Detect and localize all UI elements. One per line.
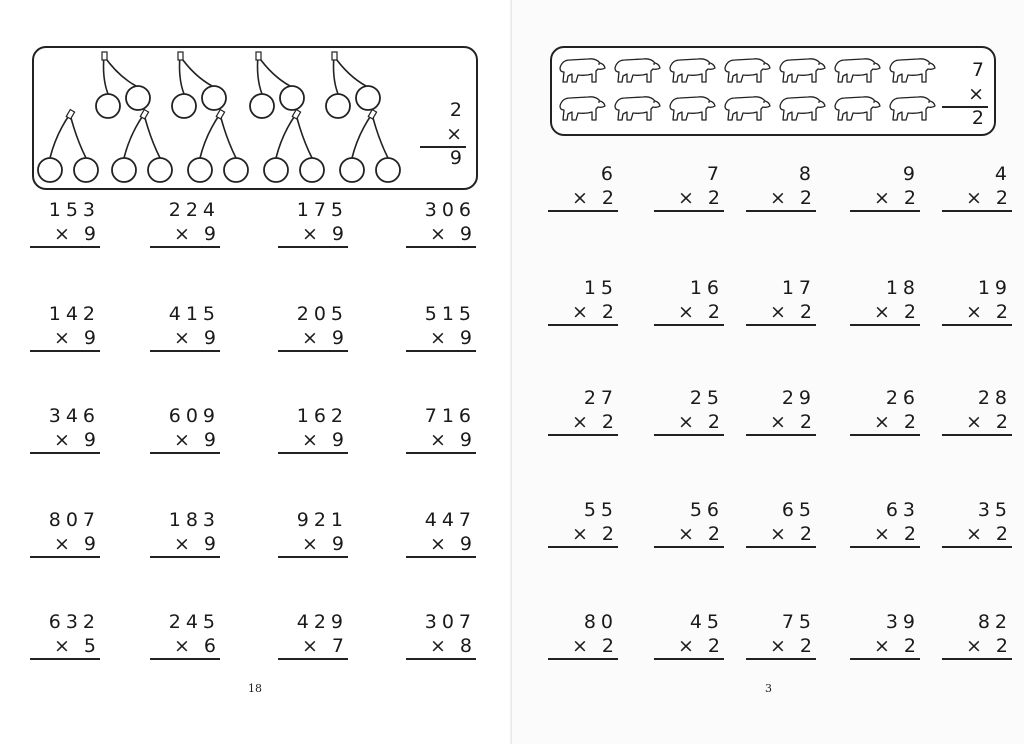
multiplier: × 9 xyxy=(150,428,220,454)
multiplication-problem xyxy=(850,386,920,436)
polar-bear-icon xyxy=(890,59,935,82)
polar-bear-icon xyxy=(615,59,660,82)
polar-bear-icon xyxy=(890,97,935,120)
box-problem xyxy=(942,58,988,129)
multiplicand: 307 xyxy=(424,611,476,633)
multiplier: × 2 xyxy=(942,186,1012,212)
multiplier: × 2 xyxy=(850,186,920,212)
multiplier: × 2 xyxy=(548,522,618,548)
box-problem-top: 7 xyxy=(971,59,988,81)
polar-bear-icon xyxy=(725,59,770,82)
cherry-pair-icon xyxy=(172,52,226,118)
multiplicand: 142 xyxy=(48,303,100,325)
cherry-pair-icon xyxy=(326,52,380,118)
polar-bear-icon xyxy=(780,97,825,120)
multiplier: × 9 xyxy=(30,222,100,248)
multiplication-problem xyxy=(30,404,100,454)
multiplier: × 9 xyxy=(30,532,100,558)
multiplier: × 2 xyxy=(942,300,1012,326)
multiplication-problem xyxy=(942,498,1012,548)
multiplication-problem xyxy=(850,276,920,326)
multiplication-problem xyxy=(548,162,618,212)
box-problem-bottom: × 2 xyxy=(942,82,988,108)
multiplier: × 9 xyxy=(278,222,348,248)
multiplication-problem xyxy=(548,498,618,548)
cherry-pair-icon xyxy=(38,110,98,182)
multiplication-problem xyxy=(654,386,724,436)
multiplicand: 15 xyxy=(583,277,618,299)
multiplicand: 26 xyxy=(885,387,920,409)
multiplicand: 8 xyxy=(798,163,816,185)
multiplicand: 7 xyxy=(706,163,724,185)
polar-bear-icon xyxy=(670,59,715,82)
multiplication-problem xyxy=(278,302,348,352)
polar-bear-icon xyxy=(835,59,880,82)
multiplier: × 2 xyxy=(746,186,816,212)
multiplier: × 2 xyxy=(942,410,1012,436)
multiplication-problem xyxy=(746,276,816,326)
multiplication-problem xyxy=(654,610,724,660)
multiplier: × 2 xyxy=(548,186,618,212)
multiplier: × 2 xyxy=(548,410,618,436)
multiplication-problem xyxy=(406,198,476,248)
multiplicand: 205 xyxy=(296,303,348,325)
multiplicand: 4 xyxy=(994,163,1012,185)
multiplication-problem xyxy=(30,508,100,558)
multiplicand: 306 xyxy=(424,199,476,221)
multiplier: × 2 xyxy=(850,300,920,326)
multiplication-problem xyxy=(278,508,348,558)
multiplier: × 2 xyxy=(548,300,618,326)
multiplicand: 447 xyxy=(424,509,476,531)
multiplication-problem xyxy=(850,162,920,212)
cherry-pair-icon xyxy=(112,110,172,182)
multiplication-problem xyxy=(942,386,1012,436)
multiplication-problem xyxy=(746,386,816,436)
multiplier: × 9 xyxy=(150,222,220,248)
multiplicand: 55 xyxy=(583,499,618,521)
multiplicand: 28 xyxy=(977,387,1012,409)
multiplier: × 9 xyxy=(278,326,348,352)
multiplicand: 80 xyxy=(583,611,618,633)
multiplication-problem xyxy=(406,610,476,660)
multiplication-problem xyxy=(746,162,816,212)
multiplication-problem xyxy=(942,162,1012,212)
multiplication-problem xyxy=(30,302,100,352)
multiplicand: 63 xyxy=(885,499,920,521)
multiplication-problem xyxy=(30,198,100,248)
multiplicand: 27 xyxy=(583,387,618,409)
polar-bear-icon xyxy=(835,97,880,120)
page-number: 3 xyxy=(765,682,772,695)
multiplication-problem xyxy=(942,610,1012,660)
multiplier: × 9 xyxy=(406,532,476,558)
multiplier: × 2 xyxy=(746,300,816,326)
multiplicand: 9 xyxy=(902,163,920,185)
multiplier: × 2 xyxy=(548,634,618,660)
multiplier: × 9 xyxy=(406,326,476,352)
multiplicand: 75 xyxy=(781,611,816,633)
multiplication-problem xyxy=(150,610,220,660)
multiplication-problem xyxy=(406,302,476,352)
multiplier: × 9 xyxy=(278,428,348,454)
cherry-pair-icon xyxy=(188,110,248,182)
multiplier: × 7 xyxy=(278,634,348,660)
box-problem xyxy=(420,98,466,169)
multiplication-problem xyxy=(548,276,618,326)
multiplication-problem xyxy=(150,404,220,454)
multiplier: × 9 xyxy=(150,326,220,352)
polar-bear-icon xyxy=(725,97,770,120)
multiplication-problem xyxy=(278,198,348,248)
multiplicand: 921 xyxy=(296,509,348,531)
polar-bear-icon xyxy=(615,97,660,120)
multiplier: × 2 xyxy=(654,410,724,436)
multiplicand: 175 xyxy=(296,199,348,221)
multiplicand: 429 xyxy=(296,611,348,633)
cherry-pair-icon xyxy=(340,110,400,182)
polar-bear-icon xyxy=(560,59,605,82)
multiplication-problem xyxy=(942,276,1012,326)
multiplier: × 2 xyxy=(850,410,920,436)
multiplicand: 29 xyxy=(781,387,816,409)
multiplicand: 162 xyxy=(296,405,348,427)
multiplier: × 2 xyxy=(654,186,724,212)
multiplicand: 807 xyxy=(48,509,100,531)
polar-bear-icon xyxy=(560,97,605,120)
multiplicand: 224 xyxy=(168,199,220,221)
multiplicand: 6 xyxy=(600,163,618,185)
multiplicand: 16 xyxy=(689,277,724,299)
multiplicand: 25 xyxy=(689,387,724,409)
multiplier: × 2 xyxy=(654,634,724,660)
multiplier: × 2 xyxy=(850,634,920,660)
multiplicand: 39 xyxy=(885,611,920,633)
polar-bear-icon xyxy=(780,59,825,82)
multiplication-problem xyxy=(850,498,920,548)
multiplier: × 9 xyxy=(278,532,348,558)
multiplier: × 5 xyxy=(30,634,100,660)
multiplicand: 82 xyxy=(977,611,1012,633)
multiplicand: 183 xyxy=(168,509,220,531)
multiplier: × 9 xyxy=(406,428,476,454)
multiplication-problem xyxy=(654,498,724,548)
multiplication-problem xyxy=(850,610,920,660)
multiplicand: 35 xyxy=(977,499,1012,521)
multiplication-problem xyxy=(278,404,348,454)
multiplicand: 716 xyxy=(424,405,476,427)
cherry-pair-icon xyxy=(250,52,304,118)
polar-bear-icon xyxy=(552,48,994,134)
multiplicand: 56 xyxy=(689,499,724,521)
multiplicand: 18 xyxy=(885,277,920,299)
multiplication-problem xyxy=(150,508,220,558)
multiplier: × 2 xyxy=(654,522,724,548)
multiplicand: 19 xyxy=(977,277,1012,299)
multiplication-problem xyxy=(150,302,220,352)
multiplication-problem xyxy=(406,508,476,558)
multiplication-problem xyxy=(746,498,816,548)
multiplier: × 2 xyxy=(746,522,816,548)
multiplier: × 2 xyxy=(942,522,1012,548)
multiplier: × 2 xyxy=(654,300,724,326)
box-problem-top: 2 xyxy=(449,99,466,121)
cherry-pair-icon xyxy=(264,110,324,182)
multiplier: × 6 xyxy=(150,634,220,660)
multiplicand: 346 xyxy=(48,405,100,427)
multiplicand: 245 xyxy=(168,611,220,633)
multiplication-problem xyxy=(548,610,618,660)
multiplicand: 609 xyxy=(168,405,220,427)
multiplier: × 9 xyxy=(406,222,476,248)
multiplier: × 9 xyxy=(30,326,100,352)
right-page xyxy=(512,0,1024,744)
multiplier: × 9 xyxy=(150,532,220,558)
multiplier: × 2 xyxy=(942,634,1012,660)
multiplicand: 515 xyxy=(424,303,476,325)
box-problem-bottom: × 9 xyxy=(420,122,466,148)
multiplication-problem xyxy=(30,610,100,660)
page-number: 18 xyxy=(248,682,262,695)
multiplicand: 415 xyxy=(168,303,220,325)
cherries-picture-box xyxy=(32,46,478,190)
multiplicand: 45 xyxy=(689,611,724,633)
multiplication-problem xyxy=(406,404,476,454)
multiplier: × 9 xyxy=(30,428,100,454)
multiplicand: 65 xyxy=(781,499,816,521)
cherry-pair-icon xyxy=(96,52,150,118)
multiplication-problem xyxy=(746,610,816,660)
multiplier: × 2 xyxy=(850,522,920,548)
cherry-pair-icon xyxy=(34,48,476,188)
multiplication-problem xyxy=(278,610,348,660)
multiplication-problem xyxy=(548,386,618,436)
multiplier: × 8 xyxy=(406,634,476,660)
multiplicand: 153 xyxy=(48,199,100,221)
multiplicand: 632 xyxy=(48,611,100,633)
polar-bear-icon xyxy=(670,97,715,120)
multiplication-problem xyxy=(654,276,724,326)
multiplier: × 2 xyxy=(746,410,816,436)
multiplication-problem xyxy=(150,198,220,248)
multiplicand: 17 xyxy=(781,277,816,299)
polar-bears-picture-box xyxy=(550,46,996,136)
multiplication-problem xyxy=(654,162,724,212)
multiplier: × 2 xyxy=(746,634,816,660)
